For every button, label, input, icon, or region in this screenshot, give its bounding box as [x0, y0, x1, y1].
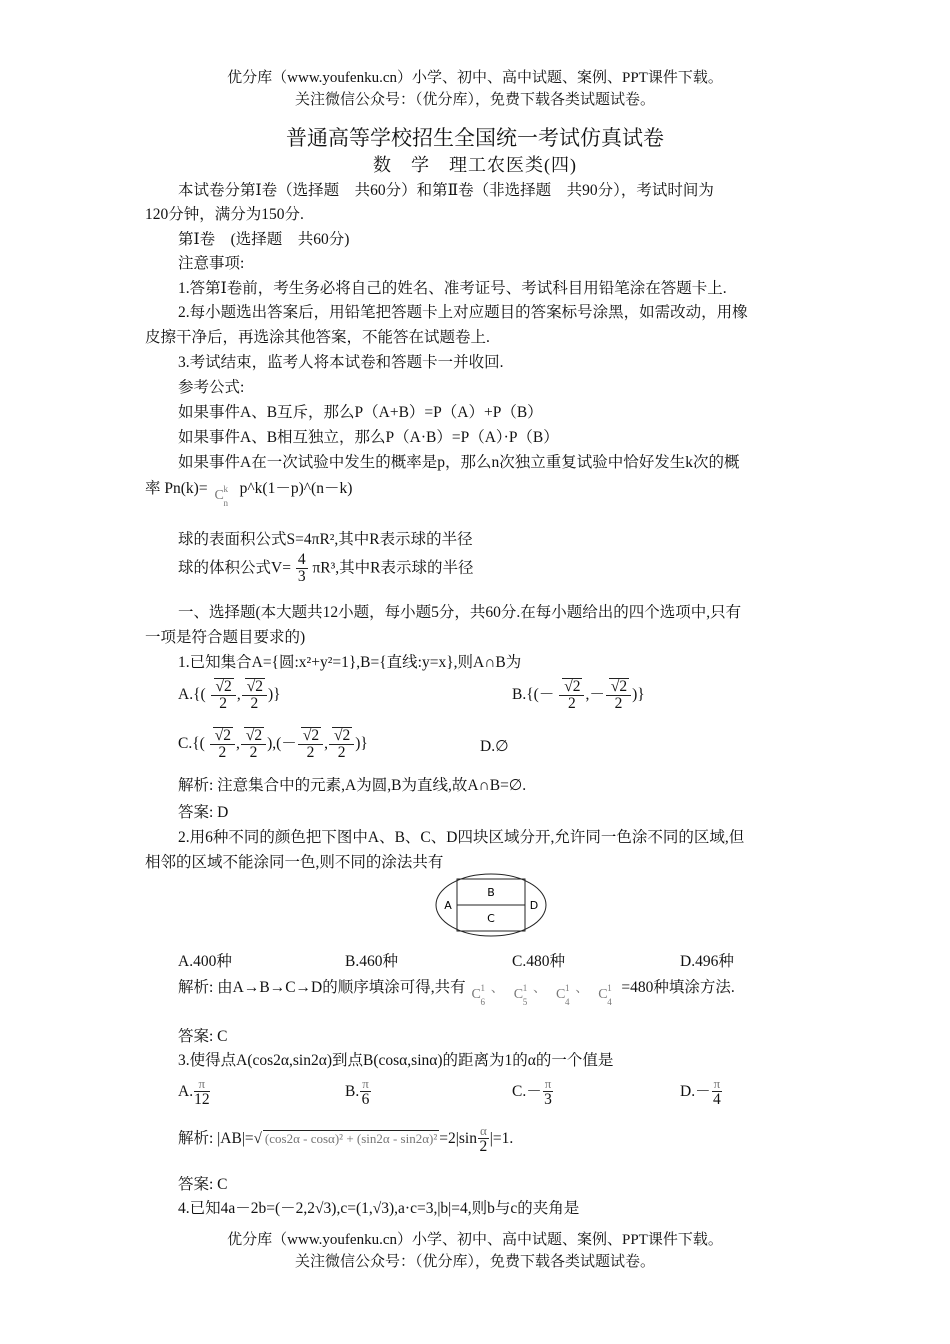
header-line-2: 关注微信公众号：（优分库），免费下载各类试题试卷。 — [294, 92, 655, 108]
formula-exclusive: 如果事件A、B互斥，那么P（A+B）=P（A）+P（B） — [178, 404, 543, 421]
region-label-b: B — [487, 886, 495, 899]
q2-stem-1: 2.用6种不同的颜色把下图中A、B、C、D四块区域分开,允许同一色涂不同的区域,但 — [178, 829, 745, 846]
q3-option-b: B. $\frac{\pi}{6}$ — [345, 1076, 370, 1108]
q1-analysis: 解析: 注意集合中的元素,A为圆,B为直线,故A∩B=∅. — [178, 777, 527, 794]
q1-option-d: D.∅ — [480, 738, 509, 755]
q1-option-a: A.{( $\frac{√2}{2}$ , $\frac{√2}{2}$ )} — [178, 678, 281, 713]
region-label-a: A — [444, 899, 452, 912]
sphere-volume-suffix: πR³,其中R表示球的半径 — [312, 559, 474, 577]
binomial-prefix: 率 Pn(k)= — [145, 480, 208, 497]
footer-line-1: 优分库（www.youfenku.cn）小学、初中、高中试题、案例、PPT课件下载。 — [227, 1232, 723, 1248]
q2-answer: 答案: C — [178, 1028, 228, 1045]
q3-radicand: (cos2α - cosα)² + (sin2α - sin2α)² — [264, 1131, 438, 1147]
q3-stem: 3.使得点A(cos2α,sin2α)到点B(cosα,sinα)的距离为1的α的一个值是 — [178, 1052, 614, 1069]
region-diagram — [434, 872, 548, 938]
q3-analysis: 解析: |AB|=√ (cos2α - cosα)² + (sin2α - sin2α)² =2|sin $\frac{\alpha}{2}$ |=1. — [178, 1123, 514, 1155]
q1-answer: 答案: D — [178, 804, 229, 821]
fraction-4-3: $\frac{4}{3}$ — [297, 551, 306, 586]
formula-independent: 如果事件A、B相互独立，那么P（A·B）=P（A）·P（B） — [178, 429, 559, 446]
q3-answer: 答案: C — [178, 1176, 228, 1193]
q1-option-c: C.{( $\frac{√2}{2}$ , $\frac{√2}{2}$ ),(－ $\frac{√2}{2}$ , $\frac{√2}{2}$ )} — [178, 727, 368, 762]
q2-option-b: B.460种 — [345, 953, 398, 970]
region-label-d: D — [529, 899, 539, 912]
section-1-heading-b: 一项是符合题目要求的) — [145, 629, 306, 646]
intro-line-2: 120分钟，满分为150分. — [145, 206, 304, 223]
binomial-suffix: p^k(1－p)^(n－k) — [239, 480, 353, 497]
combination-symbol: C k n — [214, 484, 228, 508]
sphere-volume-formula — [178, 552, 473, 586]
doc-subtitle: 数 学 理工农医类(四) — [373, 155, 577, 175]
intro-line-1: 本试卷分第Ⅰ卷（选择题 共60分）和第Ⅱ卷（非选择题 共90分），考试时间为 — [178, 182, 714, 199]
q2-option-c: C.480种 — [512, 953, 565, 970]
doc-title: 普通高等学校招生全国统一考试仿真试卷 — [286, 126, 664, 150]
q2-option-a: A.400种 — [178, 953, 232, 970]
formula-binomial-b — [145, 476, 353, 508]
q3-option-a: A. $\frac{\pi}{12}$ — [178, 1076, 210, 1108]
q2-stem-2: 相邻的区域不能涂同一色,则不同的涂法共有 — [145, 854, 444, 871]
q2-analysis: 解析: 由A→B→C→D的顺序填涂可得,共有 C 1 6 、 C 1 5 、 C 1 4 、 C 1 4 =480种填涂方法. — [178, 979, 735, 1007]
part-1-heading: 第Ⅰ卷 (选择题 共60分) — [178, 231, 350, 248]
q2-option-d: D.496种 — [680, 953, 734, 970]
sphere-surface-formula: 球的表面积公式S=4πR²,其中R表示球的半径 — [178, 531, 473, 548]
notice-3: 3.考试结束，监考人将本试卷和答题卡一并收回. — [178, 354, 504, 371]
q3-option-d: D.－ $\frac{\pi}{4}$ — [680, 1076, 721, 1108]
region-label-c: C — [487, 912, 495, 925]
q3-option-c: C.－ $\frac{\pi}{3}$ — [512, 1076, 552, 1108]
notice-2b: 皮擦干净后，再选涂其他答案，不能答在试题卷上. — [145, 329, 490, 346]
header-line-1: 优分库（www.youfenku.cn）小学、初中、高中试题、案例、PPT课件下载。 — [227, 70, 723, 86]
q1-option-b: B.{(－ $\frac{√2}{2}$ ,－ $\frac{√2}{2}$ )} — [512, 678, 645, 713]
q1-stem: 1.已知集合A={圆:x²+y²=1},B={直线:y=x},则A∩B为 — [178, 654, 522, 671]
notice-1: 1.答第Ⅰ卷前，考生务必将自己的姓名、准考证号、考试科目用铅笔涂在答题卡上. — [178, 280, 727, 297]
notice-2a: 2.每小题选出答案后，用铅笔把答题卡上对应题目的答案标号涂黑，如需改动，用橡 — [178, 304, 748, 321]
sphere-volume-prefix: 球的体积公式V= — [178, 559, 291, 577]
formula-binomial-a: 如果事件A在一次试验中发生的概率是p，那么n次独立重复试验中恰好发生k次的概 — [178, 454, 740, 471]
notice-heading: 注意事项: — [178, 255, 245, 272]
q4-stem: 4.已知4a－2b=(－2,2√3),c=(1,√3),a·c=3,|b|=4,则b与c的夹角是 — [178, 1200, 580, 1217]
section-1-heading-a: 一、选择题(本大题共12小题，每小题5分，共60分.在每小题给出的四个选项中,只有 — [178, 604, 742, 621]
ref-formula-heading: 参考公式: — [178, 379, 245, 396]
footer-line-2: 关注微信公众号：（优分库），免费下载各类试题试卷。 — [294, 1254, 655, 1270]
